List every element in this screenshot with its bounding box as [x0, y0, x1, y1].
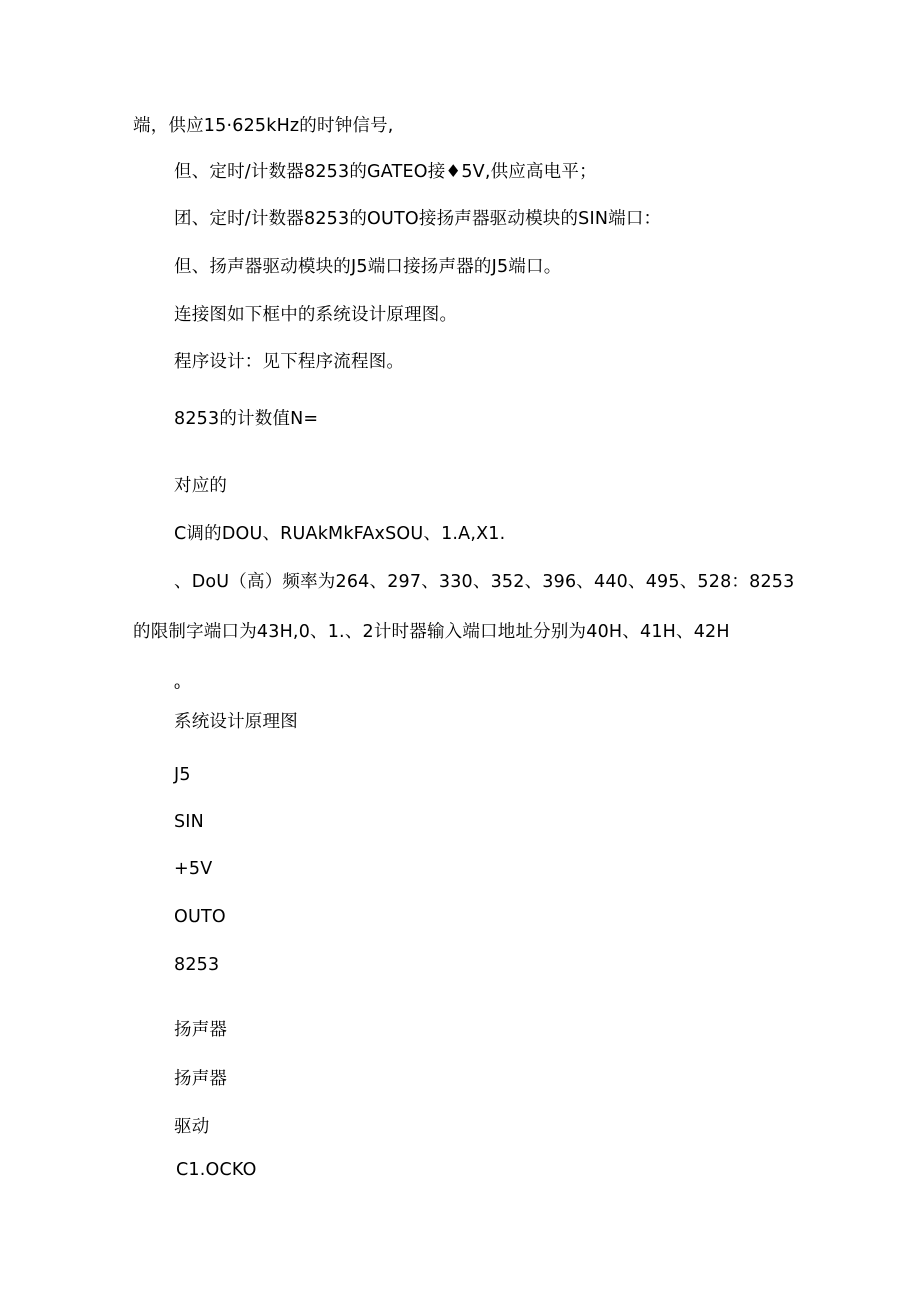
label-8253: 8253: [174, 955, 220, 975]
label-out0: OUTO: [174, 907, 226, 927]
label-plus-5v: +5V: [174, 859, 213, 879]
label-speaker: 扬声器: [174, 1020, 228, 1040]
text-line-schematic-title: 系统设计原理图: [174, 712, 298, 732]
label-speaker-2: 扬声器: [174, 1069, 228, 1089]
label-j5: J5: [174, 765, 191, 785]
text-line-program-design: 程序设计：见下程序流程图。: [174, 352, 405, 372]
text-line-port-addresses: 的限制字端口为43H,0、1.、2计时器输入端口地址分别为40H、41H、42H: [133, 622, 730, 642]
text-line-c-scale: C调的DOU、RUAkMkFAxSOU、1.A,X1.: [174, 524, 506, 544]
label-sin: SIN: [174, 812, 204, 832]
text-line-clock-signal: 端，供应15·625kHz的时钟信号,: [133, 116, 394, 136]
text-line-corresponding: 对应的: [174, 476, 228, 496]
text-line-connection-diagram: 连接图如下框中的系统设计原理图。: [174, 305, 458, 325]
text-line-count-value: 8253的计数值N=: [174, 409, 319, 429]
text-line-gate0: 但、定时/计数器8253的GATEO接♦5V,供应高电平；: [174, 162, 597, 182]
text-line-stray-mark: o: [174, 681, 181, 692]
label-driver: 驱动: [174, 1117, 210, 1137]
text-line-out0: 团、定时/计数器8253的OUTO接扬声器驱动模块的SIN端口：: [174, 209, 662, 229]
text-line-j5-port: 但、扬声器驱动模块的J5端口接扬声器的J5端口。: [174, 257, 562, 277]
text-line-frequencies: 、DoU（高）频率为264、297、330、352、396、440、495、528：8253: [174, 572, 795, 592]
label-clk0: C1.OCKO: [176, 1160, 257, 1180]
